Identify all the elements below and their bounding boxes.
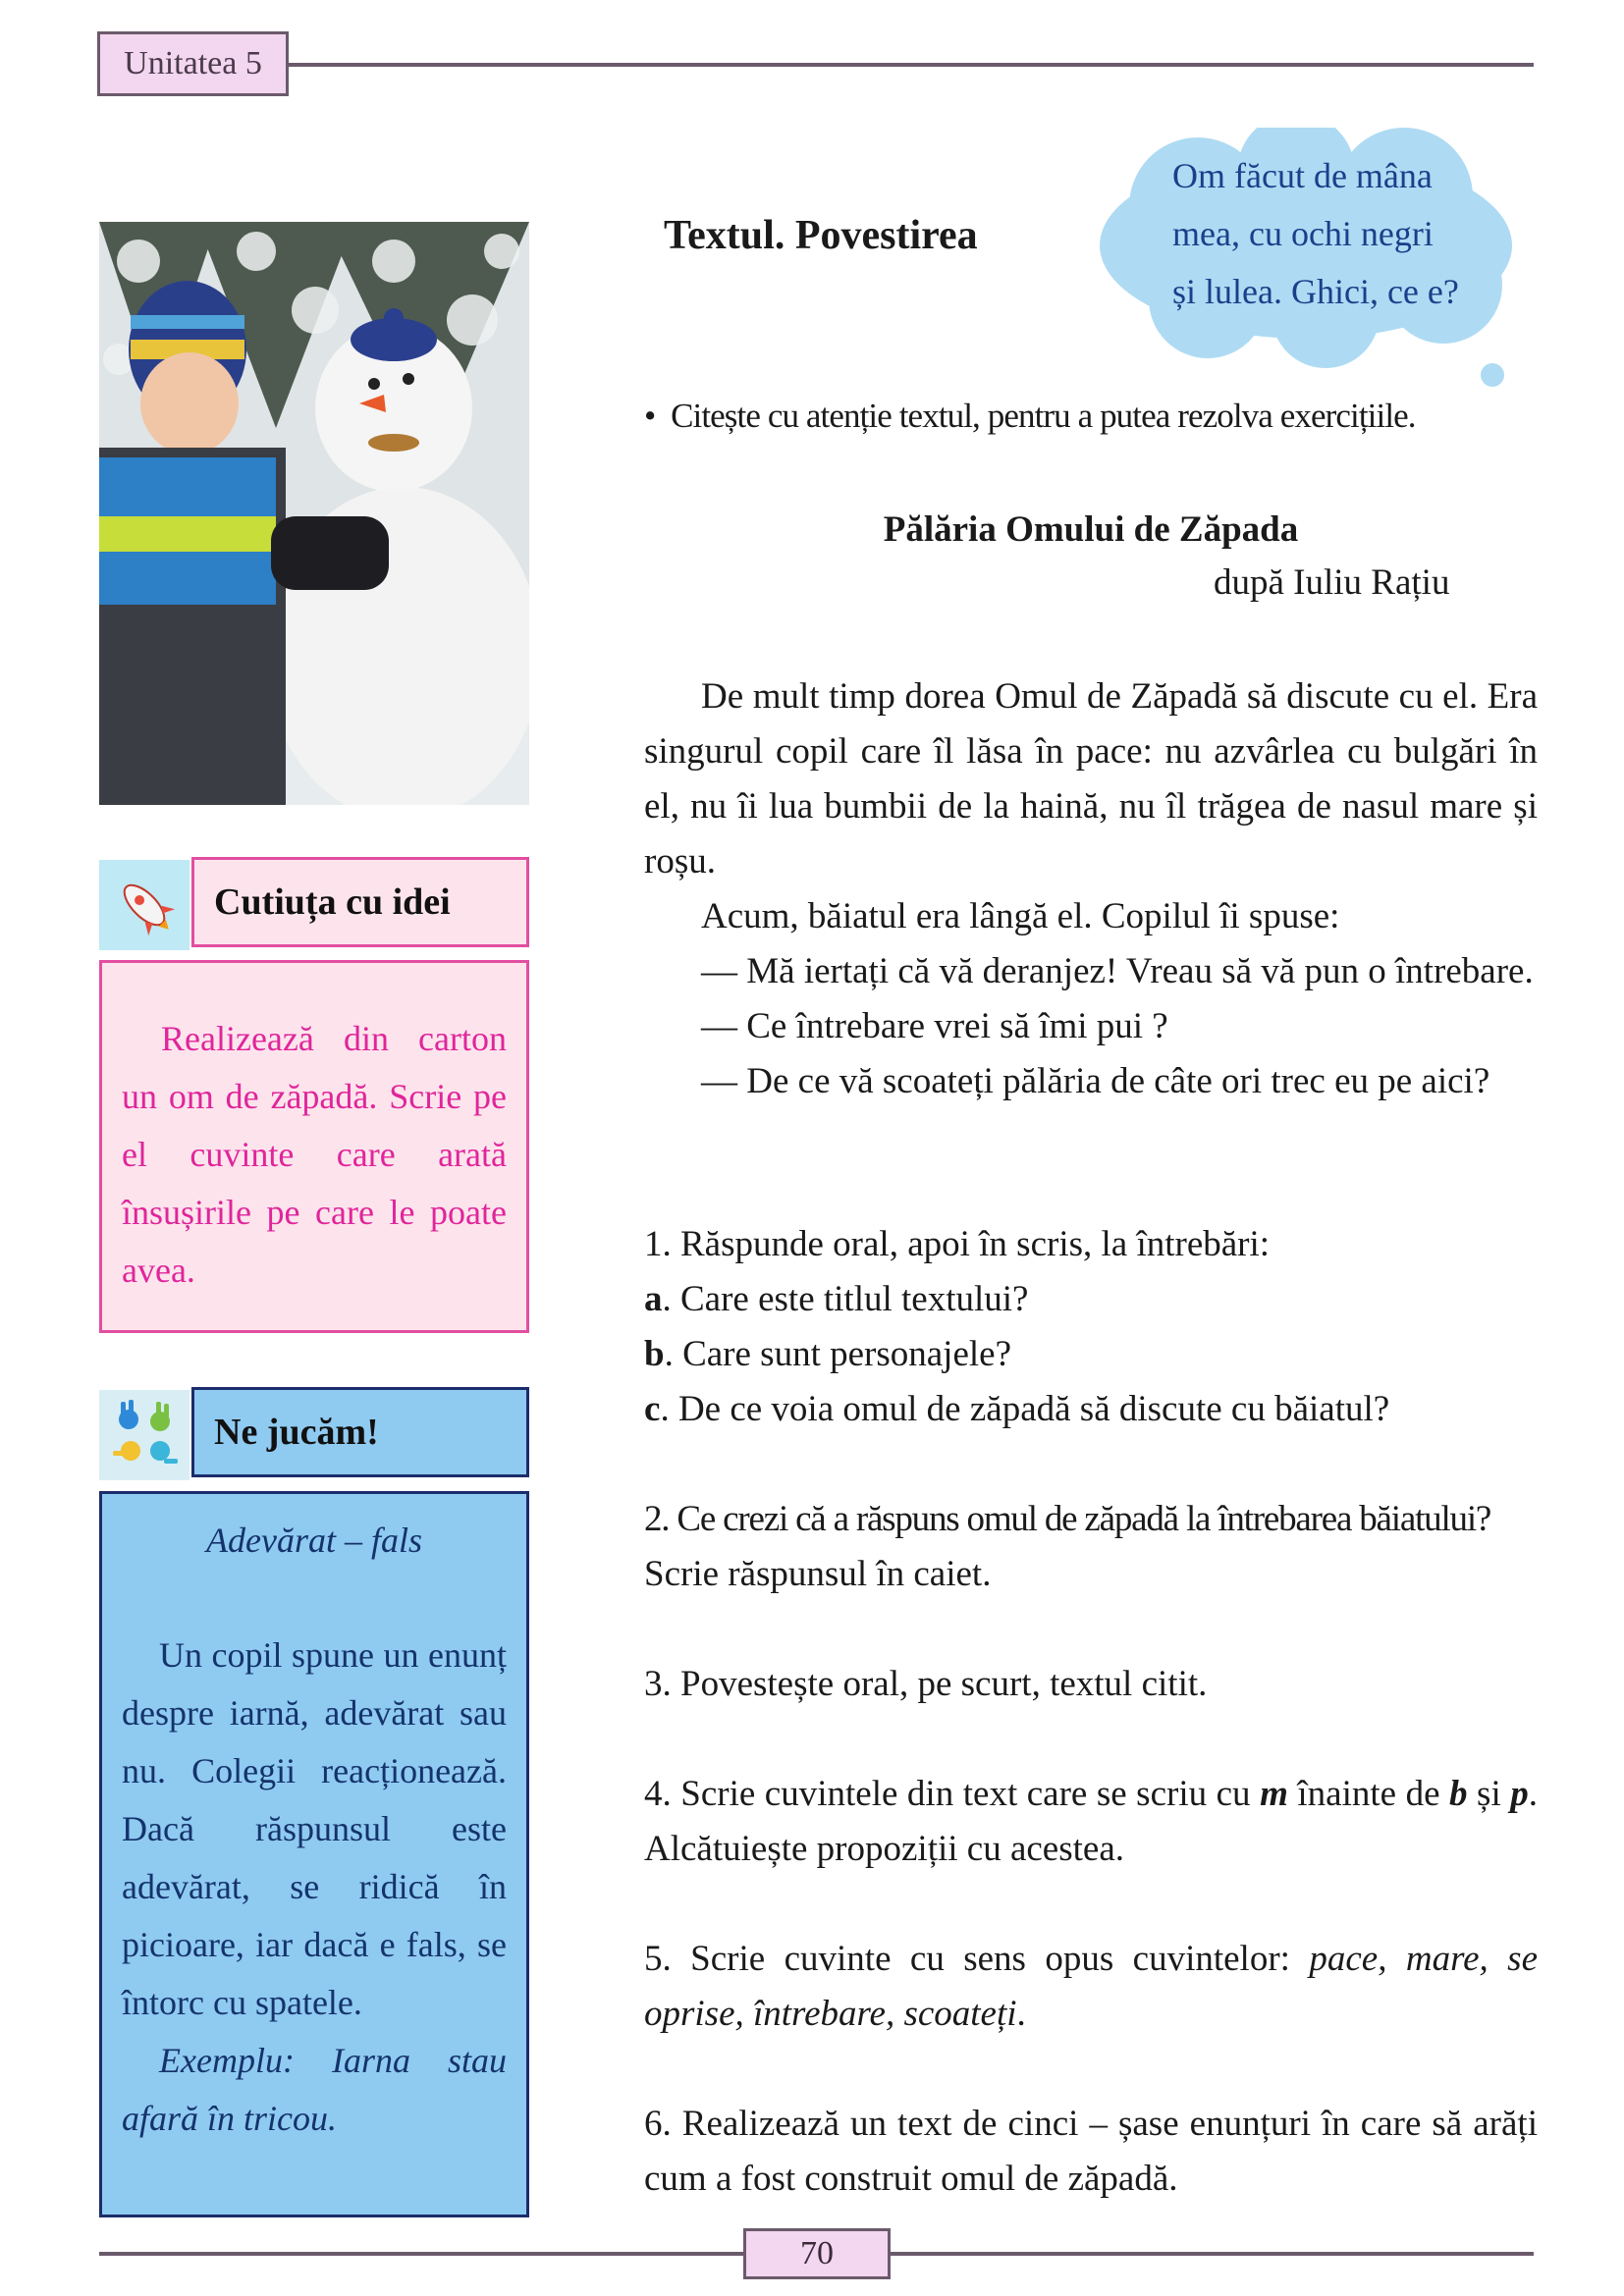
section-title: Textul. Povestirea	[664, 213, 978, 258]
exercise-1-item: b. Care sunt personajele?	[644, 1334, 1011, 1374]
page-number: 70	[743, 2228, 891, 2279]
instruction	[644, 397, 1538, 436]
games-box-text	[99, 1491, 529, 2217]
exercise-2	[644, 1492, 1538, 1602]
snowman-photo	[99, 222, 529, 805]
bullet-icon: •	[644, 397, 672, 435]
story-author: după Iuliu Rațiu	[1214, 562, 1450, 603]
game-title: Adevărat – fals	[206, 1521, 422, 1560]
exercise-4: 4. Scrie cuvintele din text care se scriu cu m înainte de b și p. Alcătuiește propoziții cu acestea.	[644, 1774, 1538, 1869]
story-paragraph: — Ce întrebare vrei să îmi pui ?	[701, 1006, 1168, 1046]
colorful-hands-icon	[99, 1390, 189, 1480]
riddle-text	[1172, 147, 1506, 321]
games-box-title: Ne jucăm!	[191, 1387, 529, 1477]
exercise-1-item: c. De ce voia omul de zăpadă să discute cu băiatul?	[644, 1389, 1390, 1429]
exercise-1-item: a. Care este titlul textului?	[644, 1279, 1029, 1319]
unit-label: Unitatea 5	[97, 31, 289, 96]
story-title: Pălăria Omului de Zăpada	[883, 509, 1299, 550]
story-paragraph: Acum, băiatul era lângă el. Copilul îi spuse:	[701, 896, 1340, 936]
exercise-2-line: Scrie răspunsul în caiet.	[644, 1554, 992, 1594]
exercise-1	[644, 1217, 1538, 1437]
riddle-line: Om făcut de mâna	[1172, 156, 1433, 195]
instruction-text: Citește cu atenție textul, pentru a putea rezolva exercițiile.	[671, 397, 1416, 435]
riddle-line: și lulea. Ghici, ce e?	[1172, 272, 1459, 311]
story-paragraph: — Mă iertați că vă deranjez! Vreau să vă pun o întrebare.	[701, 951, 1534, 991]
exercises	[644, 1217, 1538, 2262]
exercise-2-line: 2. Ce crezi că a răspuns omul de zăpadă la întrebarea băiatului?	[644, 1499, 1491, 1539]
rocket-icon	[99, 860, 189, 950]
exercise-1-intro: 1. Răspunde oral, apoi în scris, la întrebări:	[644, 1224, 1271, 1264]
header-divider	[289, 63, 1534, 67]
story-paragraph: — De ce vă scoateți pălăria de câte ori trec eu pe aici?	[701, 1061, 1490, 1101]
ideas-box-text: Realizează din carton un om de zăpadă. Scrie pe el cuvinte care arată însușirile pe care le poate avea.	[99, 960, 529, 1333]
riddle-line: mea, cu ochi negri	[1172, 214, 1434, 253]
exercise-3	[644, 1657, 1538, 1712]
game-rules: Un copil spune un enunț despre iarnă, adevărat sau nu. Colegii reacționează. Dacă răspunsul este adevărat, se ridică în picioare, iar dacă e fals, se întorc cu spatele.	[122, 1635, 507, 2022]
exercise-6-text: 6. Realizează un text de cinci – șase enunțuri în care să arăți cum a fost construit omul de zăpadă.	[644, 2104, 1538, 2199]
story-text	[644, 669, 1538, 1109]
exercise-5: 5. Scrie cuvinte cu sens opus cuvintelor: pace, mare, se oprise, întrebare, scoateți.	[644, 1939, 1538, 2034]
game-example: Exemplu: Iarna stau afară în tricou.	[122, 2041, 507, 2138]
exercise-3-text: 3. Povestește oral, pe scurt, textul citit.	[644, 1664, 1208, 1704]
story-paragraph: De mult timp dorea Omul de Zăpadă să discute cu el. Era singurul copil care îl lăsa în pace: nu azvârlea cu bulgări în el, nu îi lua bumbii de la haină, nu îl trăgea de nasul mare și roșu.	[644, 676, 1538, 881]
exercise-6	[644, 2097, 1538, 2207]
ideas-box-title: Cutiuța cu idei	[191, 857, 529, 947]
